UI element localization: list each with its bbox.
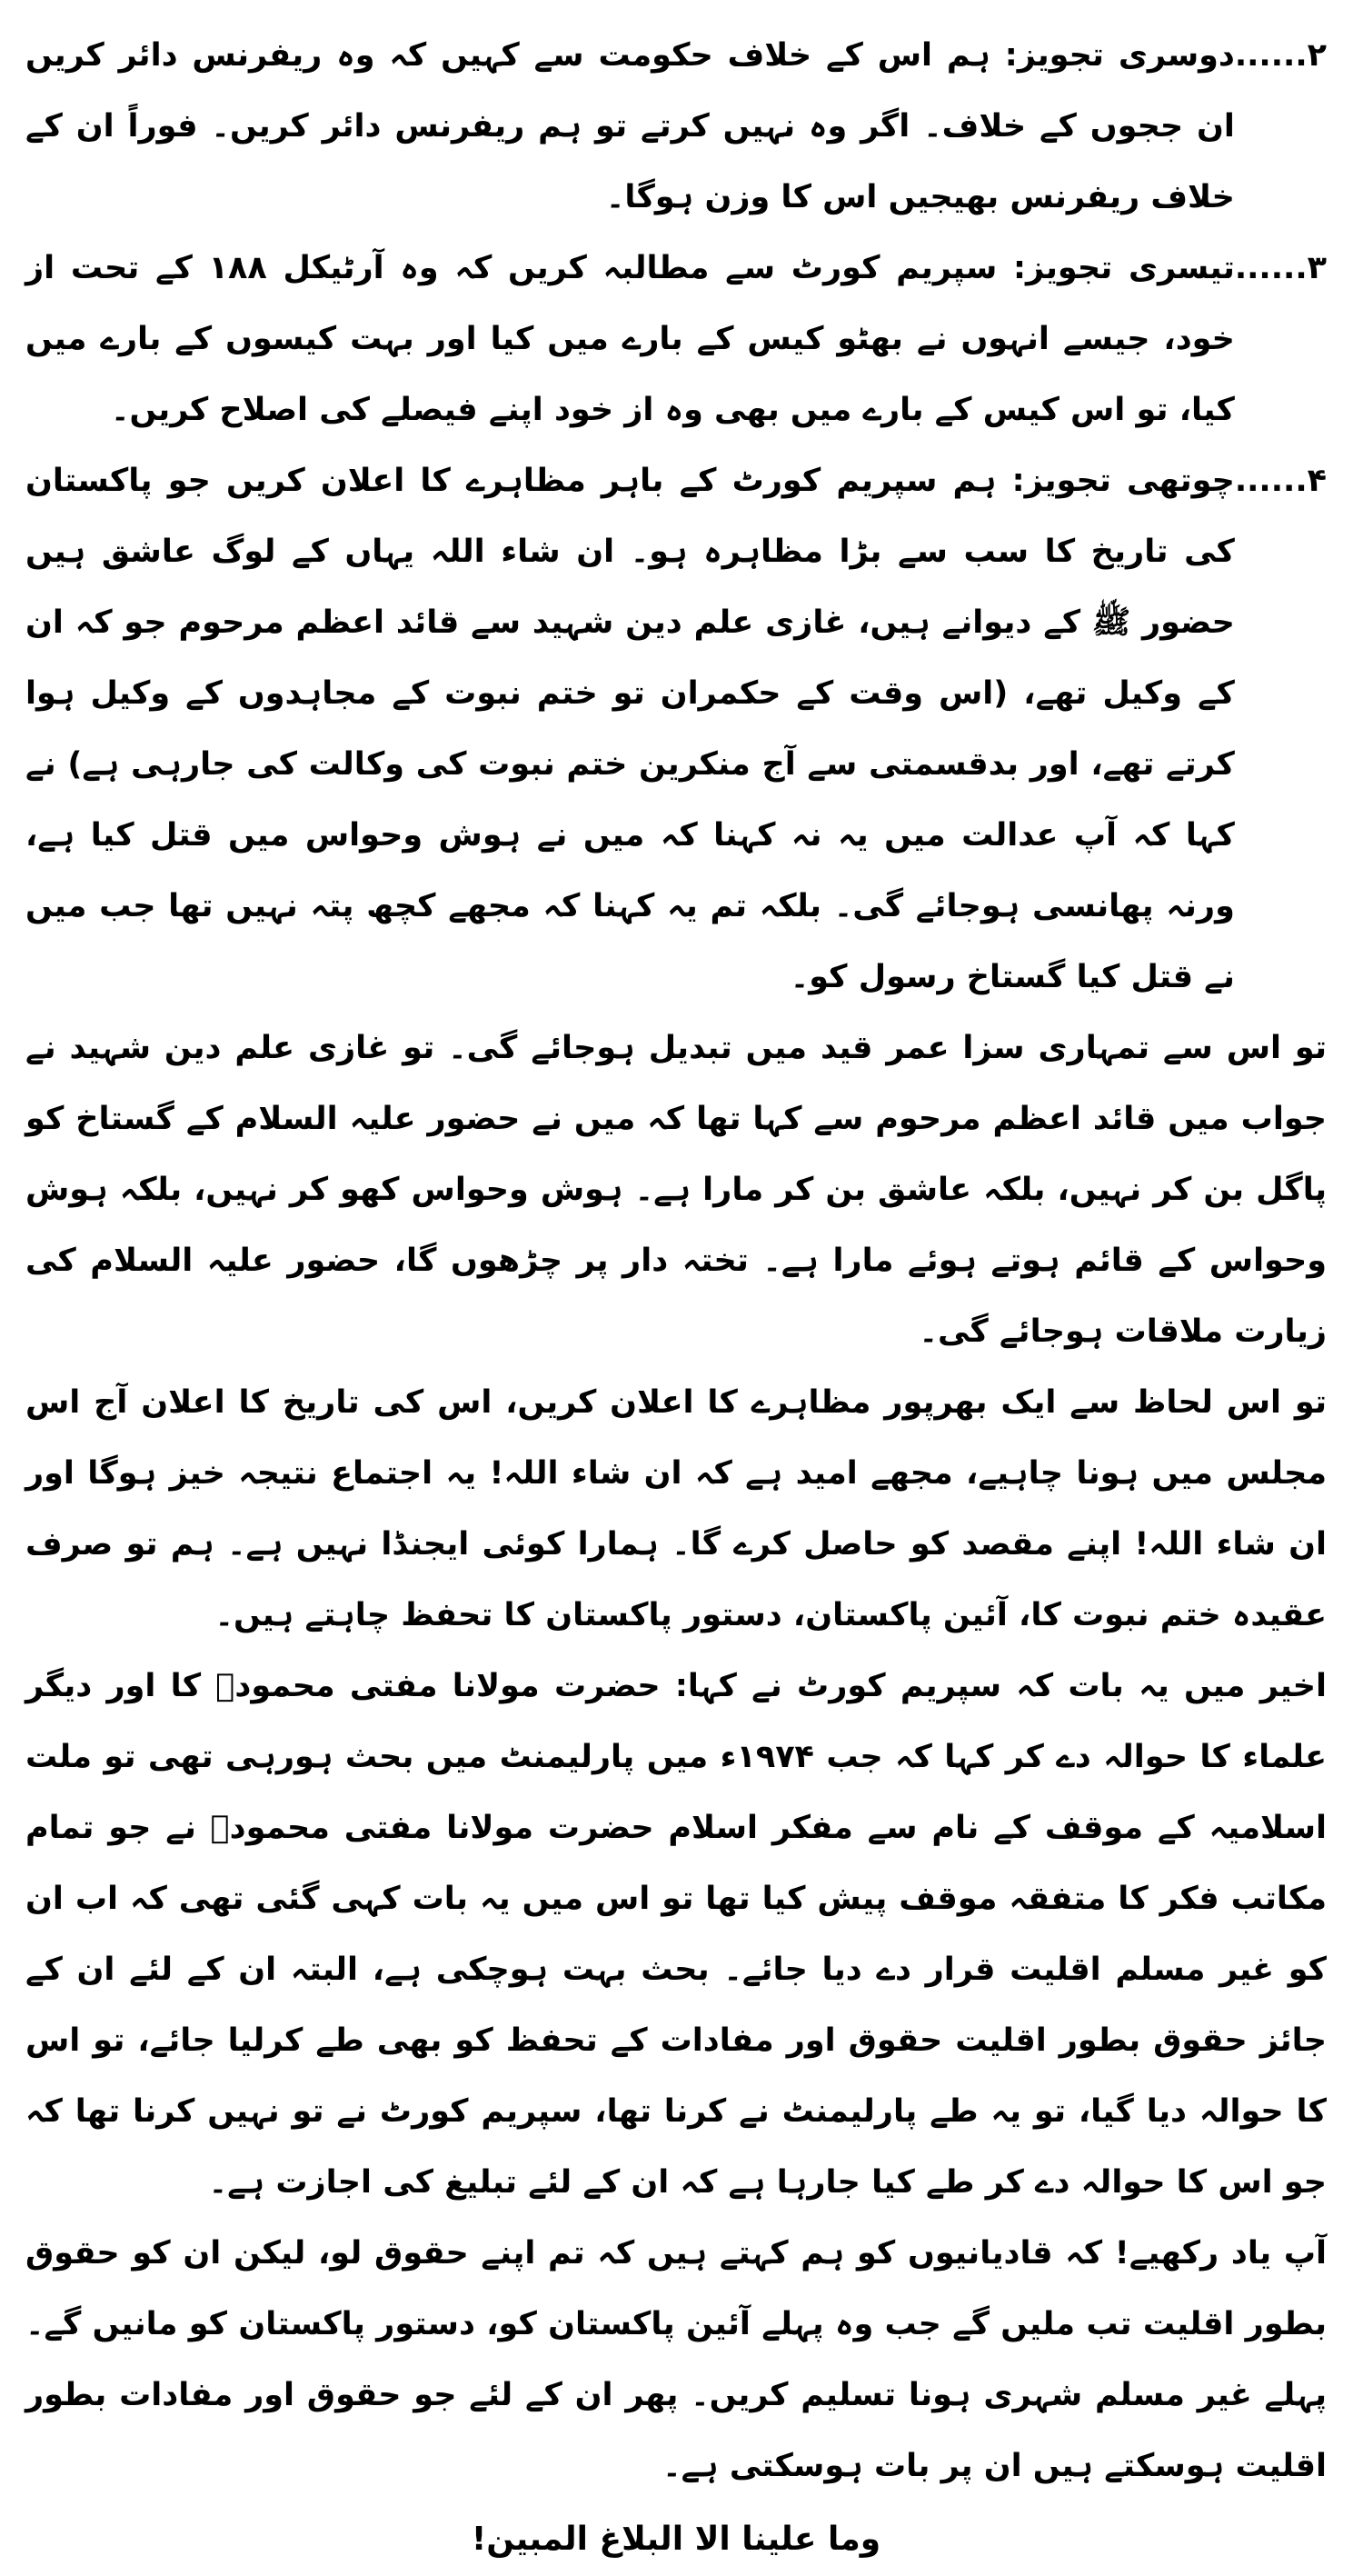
proposal-number: ۳...... xyxy=(1234,250,1327,286)
proposal-text: چوتھی تجویز: ہم سپریم کورٹ کے باہر مظاہرے کا اعلان کریں جو پاکستان کی تاریخ کا سب سے بڑا مظاہرہ ہو۔ ان شاء اللہ یہاں کے لوگ عاشق ہیں حضور ﷺ کے دیوانے ہیں، غازی علم دین شہید سے قائد اعظم مرحوم جو کہ ان کے وکیل تھے، (اس وقت کے حکمران تو ختم نبوت کے مجاہدوں کے وکیل ہوا کرتے تھے، اور بدقسمتی سے آج منکرین ختم نبوت کی وکالت کی جارہی ہے) نے کہا کہ آپ عدالت میں یہ نہ کہنا کہ میں نے ہوش وحواس میں قتل کیا ہے، ورنہ پھانسی ہوجائے گی۔ بلکہ تم یہ کہنا کہ مجھے کچھ پتہ نہیں تھا جب میں نے قتل کیا گستاخ رسول کو۔ xyxy=(25,463,1235,995)
proposal-2 xyxy=(25,20,1327,233)
paragraph: تو اس سے تمہاری سزا عمر قید میں تبدیل ہوجائے گی۔ تو غازی علم دین شہید نے جواب میں قائد اعظم مرحوم سے کہا تھا کہ میں نے حضور علیہ السلام کے گستاخ کو پاگل بن کر نہیں، بلکہ عاشق بن کر مارا ہے۔ ہوش وحواس کھو کر نہیں، بلکہ ہوش وحواس کے قائم ہوتے ہوئے مارا ہے۔ تختہ دار پر چڑھوں گا، حضور علیہ السلام کی زیارت ملاقات ہوجائے گی۔ xyxy=(25,1030,1327,1350)
proposal-number: ۲...... xyxy=(1234,37,1327,74)
paragraph: آپ یاد رکھیے! کہ قادیانیوں کو ہم کہتے ہیں کہ تم اپنے حقوق لو، لیکن ان کو حقوق بطور اقلیت تب ملیں گے جب وہ پہلے آئین پاکستان کو، دستور پاکستان کو مانیں گے۔ پہلے غیر مسلم شہری ہونا تسلیم کریں۔ پھر ان کے لئے جو حقوق اور مفادات بطور اقلیت ہوسکتے ہیں ان پر بات ہوسکتی ہے۔ xyxy=(25,2235,1327,2484)
closing-line: وما علینا الا البلاغ المبین! xyxy=(471,2521,881,2558)
proposal-text: دوسری تجویز: ہم اس کے خلاف حکومت سے کہیں کہ وہ ریفرنس دائر کریں ان ججوں کے خلاف۔ اگر وہ نہیں کرتے تو ہم ریفرنس دائر کریں۔ فوراً ان کے خلاف ریفرنس بھیجیں اس کا وزن ہوگا۔ xyxy=(25,37,1235,215)
proposal-4 xyxy=(25,445,1327,1013)
paragraph: اخیر میں یہ بات کہ سپریم کورٹ نے کہا: حضرت مولانا مفتی محمودؒ کا اور دیگر علماء کا حوالہ دے کر کہا کہ جب ۱۹۷۴ء میں پارلیمنٹ میں بحث ہورہی تھی تو ملت اسلامیہ کے موقف کے نام سے مفکر اسلام حضرت مولانا مفتی محمودؒ نے جو تمام مکاتب فکر کا متفقہ موقف پیش کیا تھا تو اس میں یہ بات کہی گئی تھی کہ اب ان کو غیر مسلم اقلیت قرار دے دیا جائے۔ بحث بہت ہوچکی ہے، البتہ ان کے لئے ان کے جائز حقوق بطور اقلیت حقوق اور مفادات کے تحفظ کو بھی طے کرلیا جائے، تو اس کا حوالہ دیا گیا، تو یہ طے پارلیمنٹ نے کرنا تھا، سپریم کورٹ نے تو نہیں کرنا تھا کہ جو اس کا حوالہ دے کر طے کیا جارہا ہے کہ ان کے لئے تبلیغ کی اجازت ہے۔ xyxy=(25,1668,1327,2201)
proposal-number: ۴...... xyxy=(1234,463,1327,499)
paragraph: تو اس لحاظ سے ایک بھرپور مظاہرے کا اعلان کریں، اس کی تاریخ کا اعلان آج اس مجلس میں ہونا چاہیے، مجھے امید ہے کہ ان شاء اللہ! یہ اجتماع نتیجہ خیز ہوگا اور ان شاء اللہ! اپنے مقصد کو حاصل کرے گا۔ ہمارا کوئی ایجنڈا نہیں ہے۔ ہم تو صرف عقیدہ ختم نبوت کا، آئین پاکستان، دستور پاکستان کا تحفظ چاہتے ہیں۔ xyxy=(25,1384,1327,1633)
proposal-3 xyxy=(25,233,1327,445)
proposal-text: تیسری تجویز: سپریم کورٹ سے مطالبہ کریں کہ وہ آرٹیکل ۱۸۸ کے تحت از خود، جیسے انہوں نے بھٹو کیس کے بارے میں کیا اور بہت کیسوں کے بارے میں کیا، تو اس کیس کے بارے میں بھی وہ از خود اپنے فیصلے کی اصلاح کریں۔ xyxy=(25,250,1235,428)
